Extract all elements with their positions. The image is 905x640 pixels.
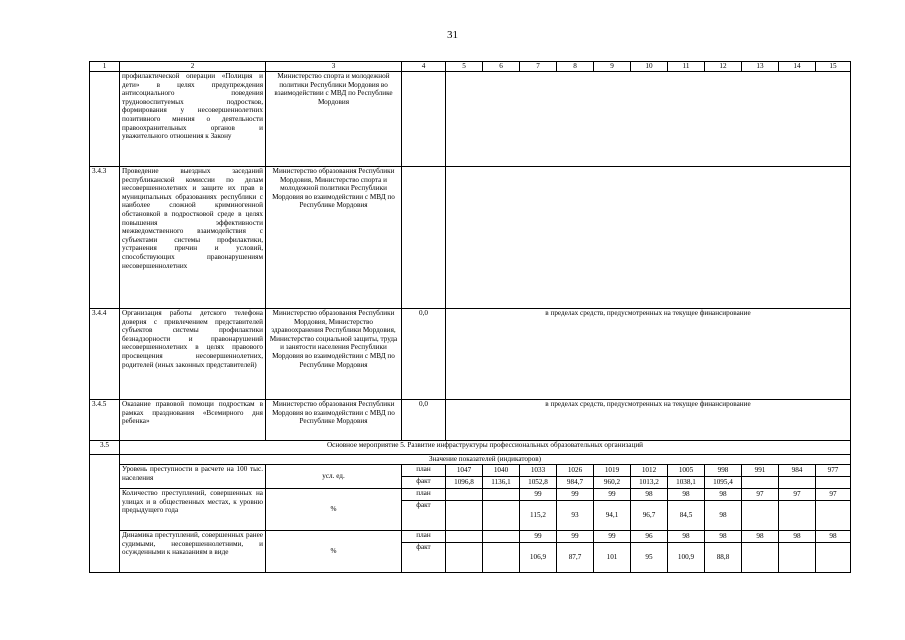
activity-description: Организация работы детского телефона доверия с привлечением представителей субъектов системы профилактики безнадзорности и правонарушений несовершеннолетних в целях правового просвещения несовершеннолетних, родителей (иных законных представителей) xyxy=(120,309,266,400)
column-number: 9 xyxy=(594,62,631,72)
plan-value: 1033 xyxy=(520,465,557,477)
activity-row xyxy=(90,72,851,167)
fact-value xyxy=(779,477,816,489)
activity-executor: Министерство образования Республики Мордовия, Министерство спорта и молодежной политики Республики Мордовия во взаимодействии с МВД по Республике Мордовия xyxy=(266,167,402,309)
plan-value: 99 xyxy=(520,489,557,501)
activity-note: в пределах средств, предусмотренных на текущее финансирование xyxy=(446,400,851,441)
plan-value: 977 xyxy=(816,465,851,477)
column-number: 14 xyxy=(779,62,816,72)
fact-value: 1052,8 xyxy=(520,477,557,489)
page-number: 31 xyxy=(447,29,458,41)
column-number: 11 xyxy=(668,62,705,72)
column-number: 2 xyxy=(120,62,266,72)
section-number: 3.5 xyxy=(90,441,120,455)
plan-value xyxy=(446,489,483,501)
plan-value: 98 xyxy=(668,489,705,501)
fact-value: 106,9 xyxy=(520,543,557,573)
fact-value xyxy=(779,543,816,573)
plan-label: план xyxy=(402,489,446,501)
plan-value: 1005 xyxy=(668,465,705,477)
fact-value: 960,2 xyxy=(594,477,631,489)
fact-value: 1096,8 xyxy=(446,477,483,489)
column-number: 5 xyxy=(446,62,483,72)
column-number: 15 xyxy=(816,62,851,72)
fact-value: 94,1 xyxy=(594,501,631,531)
activity-executor: Министерство спорта и молодежной политики Республики Мордовия во взаимодействии с МВД по Республике Мордовия xyxy=(266,72,402,167)
indicator-unit: усл. ед. xyxy=(266,465,402,489)
plan-value: 98 xyxy=(779,531,816,543)
fact-value xyxy=(816,477,851,489)
fact-value xyxy=(816,543,851,573)
activity-description: Оказание правовой помощи подросткам в рамках празднования «Всемирного дня ребенка» xyxy=(120,400,266,441)
plan-label: план xyxy=(402,465,446,477)
activity-note xyxy=(446,167,851,309)
fact-value: 115,2 xyxy=(520,501,557,531)
fact-value xyxy=(742,543,779,573)
indicator-plan-row xyxy=(90,465,851,477)
plan-value xyxy=(446,531,483,543)
fact-value: 84,5 xyxy=(668,501,705,531)
fact-value xyxy=(816,501,851,531)
plan-value: 98 xyxy=(816,531,851,543)
plan-value: 99 xyxy=(557,531,594,543)
indicator-unit: % xyxy=(266,531,402,573)
fact-value xyxy=(742,477,779,489)
plan-value: 98 xyxy=(742,531,779,543)
activity-row xyxy=(90,167,851,309)
plan-value: 99 xyxy=(594,489,631,501)
activity-description: профилактической операции «Полиция и дети» в целях предупреждения антисоциального поведения трудновоспитуемых подростков, формирования у несовершеннолетних позитивного мнения о деятельности правоохранительных органов и уважительного отношения к Закону xyxy=(120,72,266,167)
activity-note: в пределах средств, предусмотренных на текущее финансирование xyxy=(446,309,851,400)
fact-value xyxy=(446,501,483,531)
column-number: 8 xyxy=(557,62,594,72)
column-number: 1 xyxy=(90,62,120,72)
column-number: 3 xyxy=(266,62,402,72)
fact-value: 1095,4 xyxy=(705,477,742,489)
plan-value: 97 xyxy=(742,489,779,501)
indicators-header-row xyxy=(90,455,851,465)
fact-value: 1038,1 xyxy=(668,477,705,489)
plan-value xyxy=(483,531,520,543)
fact-value: 95 xyxy=(631,543,668,573)
activity-number: 3.4.5 xyxy=(90,400,120,441)
fact-value: 93 xyxy=(557,501,594,531)
activity-amount xyxy=(402,72,446,167)
fact-value: 100,9 xyxy=(668,543,705,573)
plan-value: 99 xyxy=(594,531,631,543)
plan-value: 99 xyxy=(520,531,557,543)
fact-value: 101 xyxy=(594,543,631,573)
fact-value xyxy=(742,501,779,531)
activity-executor: Министерство образования Республики Мордовия во взаимодействии с МВД по Республике Мордовия xyxy=(266,400,402,441)
plan-value: 99 xyxy=(557,489,594,501)
activity-number: 3.4.3 xyxy=(90,167,120,309)
fact-value: 1136,1 xyxy=(483,477,520,489)
plan-value: 1040 xyxy=(483,465,520,477)
plan-value: 98 xyxy=(705,489,742,501)
column-number: 6 xyxy=(483,62,520,72)
plan-value: 1026 xyxy=(557,465,594,477)
plan-value: 96 xyxy=(631,531,668,543)
plan-value: 998 xyxy=(705,465,742,477)
column-number: 13 xyxy=(742,62,779,72)
fact-value xyxy=(779,501,816,531)
plan-value: 1019 xyxy=(594,465,631,477)
plan-value: 984 xyxy=(779,465,816,477)
indicator-name: Уровень преступности в расчете на 100 тыс. населения xyxy=(120,465,266,489)
activity-amount xyxy=(402,167,446,309)
activity-amount: 0,0 xyxy=(402,400,446,441)
activity-executor: Министерство образования Республики Мордовия, Министерство здравоохранения Республики Мордовия, Министерство социальной защиты, труда и занятости населения Республики Мордовия во взаимодействии с МВД по Республике Мордовия xyxy=(266,309,402,400)
activity-row xyxy=(90,400,851,441)
activity-amount: 0,0 xyxy=(402,309,446,400)
plan-value: 1012 xyxy=(631,465,668,477)
activity-note xyxy=(446,72,851,167)
fact-label: факт xyxy=(402,543,446,573)
indicator-name: Количество преступлений, совершенных на улицах и в общественных местах, к уровню предыдущего года xyxy=(120,489,266,531)
column-number-row xyxy=(90,62,851,72)
fact-label: факт xyxy=(402,501,446,531)
activity-description: Проведение выездных заседаний республиканской комиссии по делам несовершеннолетних и защите их прав в муниципальных образованиях республики с наиболее сложной криминогенной обстановкой в подростковой среде в целях повышения эффективности межведомственного взаимодействия с субъектами системы профилактики, устранения причин и условий, способствующих правонарушениям несовершеннолетних xyxy=(120,167,266,309)
plan-value: 97 xyxy=(816,489,851,501)
fact-value xyxy=(483,543,520,573)
fact-value: 87,7 xyxy=(557,543,594,573)
fact-label: факт xyxy=(402,477,446,489)
indicator-unit: % xyxy=(266,489,402,531)
section-title: Основное мероприятие 5. Развитие инфраструктуры профессиональных образовательных организаций xyxy=(120,441,851,455)
indicator-name: Динамика преступлений, совершенных ранее судимыми, несовершеннолетними, и осужденными к наказаниям в виде xyxy=(120,531,266,573)
fact-value xyxy=(446,543,483,573)
plan-value: 98 xyxy=(705,531,742,543)
plan-value: 991 xyxy=(742,465,779,477)
plan-value: 97 xyxy=(779,489,816,501)
activity-number xyxy=(90,72,120,167)
indicators-header: Значение показателей (индикаторов) xyxy=(120,455,851,465)
fact-value: 1013,2 xyxy=(631,477,668,489)
fact-value xyxy=(483,501,520,531)
fact-value: 88,8 xyxy=(705,543,742,573)
plan-value: 98 xyxy=(631,489,668,501)
section-spacer xyxy=(90,455,120,573)
column-number: 10 xyxy=(631,62,668,72)
section-row xyxy=(90,441,851,455)
activity-row xyxy=(90,309,851,400)
column-number: 7 xyxy=(520,62,557,72)
indicator-plan-row xyxy=(90,489,851,501)
activity-number: 3.4.4 xyxy=(90,309,120,400)
column-number: 12 xyxy=(705,62,742,72)
column-number: 4 xyxy=(402,62,446,72)
indicator-plan-row xyxy=(90,531,851,543)
fact-value: 984,7 xyxy=(557,477,594,489)
program-table xyxy=(89,61,851,573)
plan-value: 1047 xyxy=(446,465,483,477)
plan-value xyxy=(483,489,520,501)
fact-value: 98 xyxy=(705,501,742,531)
fact-value: 96,7 xyxy=(631,501,668,531)
plan-label: план xyxy=(402,531,446,543)
plan-value: 98 xyxy=(668,531,705,543)
